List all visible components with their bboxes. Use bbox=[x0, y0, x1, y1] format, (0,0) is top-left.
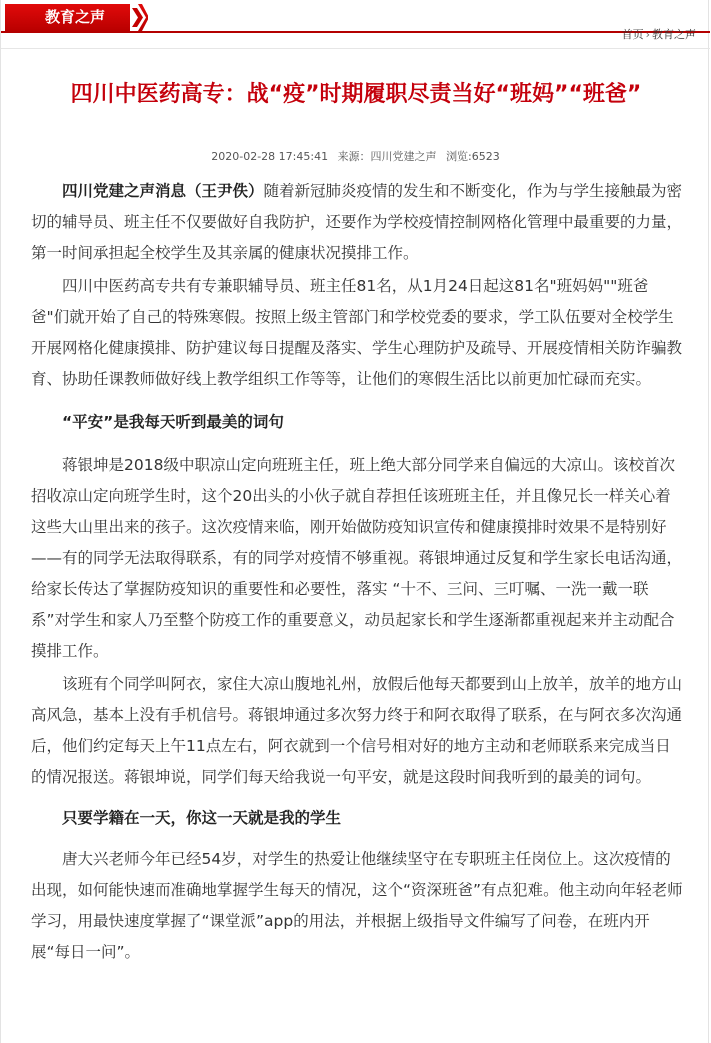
article-body bbox=[31, 176, 686, 968]
article-title: 四川中医药高专：战“疫”时期履职尽责当好“班妈”“班爸” bbox=[70, 82, 642, 107]
article-source: 来源：四川党建之声 bbox=[337, 150, 437, 163]
article-meta bbox=[1, 150, 710, 164]
top-divider bbox=[1, 31, 710, 33]
top-bar bbox=[1, 0, 710, 34]
paragraph: 该班有个同学叫阿衣，家住大凉山腹地礼州，放假后他每天都要到山上放羊，放羊的地方山高风急，基本上没有手机信号。蒋银坤通过多次努力终于和阿衣取得了联系，在与阿衣多次沟通后，他们约定每天上午11点左右，阿衣就到一个信号相对好的地方主动和老师联系来完成当日的情况报送。蒋银坤说，同学们每天给我说一句平安，就是这段时间我听到的最美的词句。 bbox=[31, 675, 683, 786]
section-tab[interactable] bbox=[5, 4, 148, 31]
double-chevron-icon bbox=[130, 4, 150, 31]
paragraph: 唐大兴老师今年已经54岁，对学生的热爱让他继续坚守在专职班主任岗位上。这次疫情的出现，如何能快速而准确地掌握学生每天的情况，这个“资深班爸”有点犯难。他主动向年轻老师学习，用最快速度掌握了“课堂派”app的用法，并根据上级指导文件编写了问卷，在班内开展“每日一问”。 bbox=[31, 850, 683, 961]
breadcrumb-home-link[interactable]: 首页 bbox=[621, 28, 644, 41]
lead-text: 随着新冠肺炎疫情的发生和不断变化，作为与学生接触最为密切的辅导员、班主任不仅要做好自我防护，还要作为学校疫情控制网格化管理中最重要的力量，第一时间承担起全校学生及其亲属的健康状况摸排工作。 bbox=[31, 182, 683, 262]
section-tab-label: 教育之声 bbox=[45, 8, 106, 26]
paragraph: 蒋银坤是2018级中职凉山定向班班主任，班上绝大部分同学来自偏远的大凉山。该校首次招收凉山定向班学生时，这个20出头的小伙子就自荐担任该班班主任，并且像兄长一样关心着这些大山里出来的孩子。这次疫情来临，刚开始做防疫知识宣传和健康摸排时效果不是特别好——有的同学无法取得联系，有的同学对疫情不够重视。蒋银坤通过反复和学生家长电话沟通，给家长传达了掌握防疫知识的重要性和必要性，落实 “十不、三问、三叮嘱、一洗一戴一联系”对学生和家人乃至整个防疫工作的重要意义，动员起家长和学生逐渐都重视起来并主动配合摸排工作。 bbox=[31, 456, 683, 660]
section-heading: “平安”是我每天听到最美的词句 bbox=[62, 413, 284, 431]
article-datetime: 2020-02-28 17:45:41 bbox=[211, 150, 329, 163]
breadcrumb-separator: › bbox=[645, 28, 650, 41]
breadcrumb-current-link[interactable]: 教育之声 bbox=[652, 28, 696, 41]
paragraph: 四川中医药高专共有专兼职辅导员、班主任81名，从1月24日起这81名"班妈妈""班爸爸"们就开始了自己的特殊寒假。按照上级主管部门和学校党委的要求，学工队伍要对全校学生开展网格化健康摸排、防护建议每日提醒及落实、学生心理防护及疏导、开展疫情相关防诈骗教育、协助任课教师做好线上教学组织工作等等，让他们的寒假生活比以前更加忙碌而充实。 bbox=[31, 277, 683, 388]
section-heading: 只要学籍在一天，你这一天就是我的学生 bbox=[62, 809, 342, 827]
article-views: 浏览:6523 bbox=[446, 150, 500, 163]
breadcrumb bbox=[622, 28, 696, 42]
paragraph-lead bbox=[31, 176, 686, 269]
breadcrumb-divider bbox=[1, 48, 710, 49]
lead-label: 四川党建之声消息（王尹佚） bbox=[62, 182, 264, 200]
